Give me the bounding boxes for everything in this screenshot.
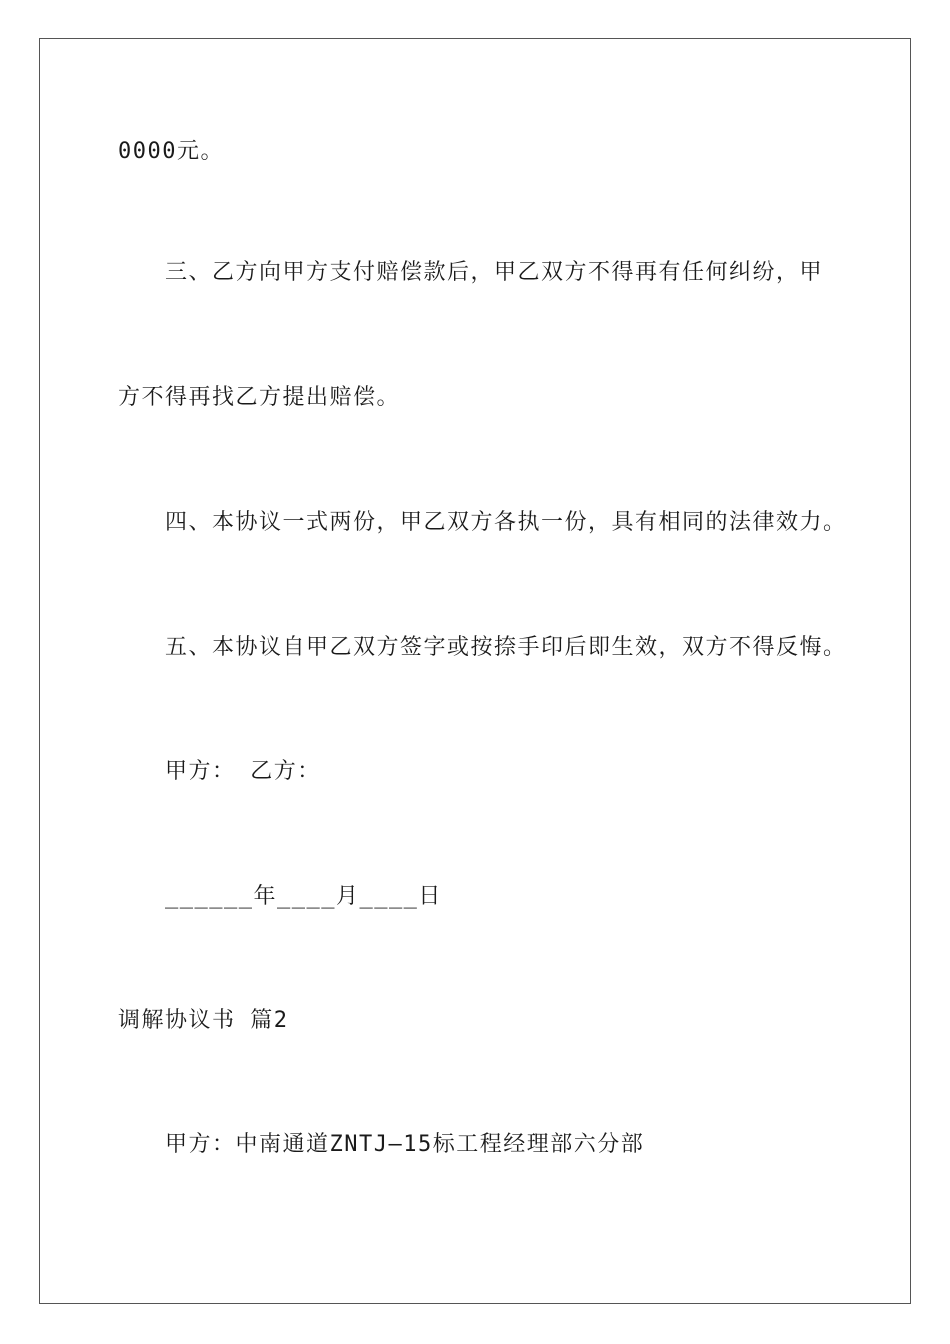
clause-five: 五、本协议自甲乙双方签字或按捺手印后即生效，双方不得反悔。 (165, 635, 847, 660)
clause-three-line-2: 方不得再找乙方提出赔偿。 (118, 385, 401, 410)
date-line: ______年____月____日 (165, 884, 442, 909)
clause-four: 四、本协议一式两份，甲乙双方各执一份，具有相同的法律效力。 (165, 510, 847, 535)
signature-parties: 甲方： 乙方： (165, 759, 321, 784)
party-a-line: 甲方：中南通道ZNTJ—15标工程经理部六分部 (165, 1132, 645, 1157)
clause-three-line-1: 三、乙方向甲方支付赔偿款后，甲乙双方不得再有任何纠纷，甲 (165, 260, 824, 285)
amount-line: 0000元。 (118, 139, 224, 164)
section-heading: 调解协议书 篇2 (118, 1008, 289, 1033)
page-border (39, 38, 911, 1304)
